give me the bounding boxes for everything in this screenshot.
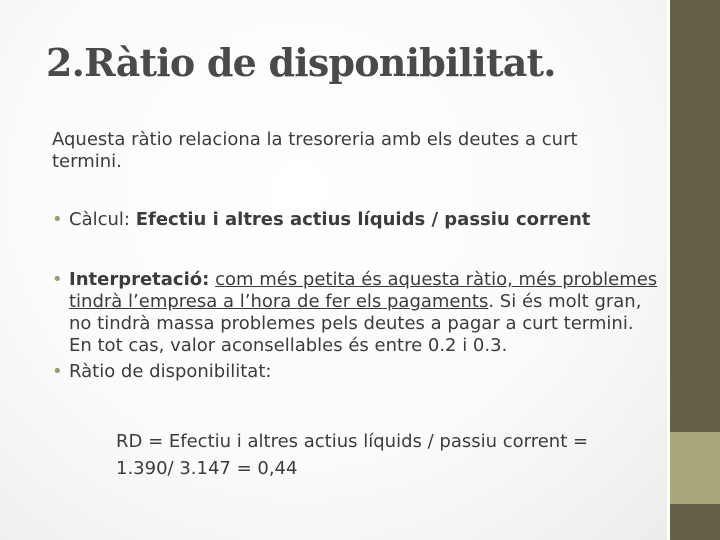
bullet-calc	[52, 209, 659, 231]
bullet-marker: •	[52, 209, 63, 230]
calc-label: Càlcul:	[69, 209, 136, 230]
formula-line-1: RD = Efectiu i altres actius líquids / passiu corrent =	[116, 431, 589, 452]
interpretation-underlined: com més petita és aquesta ràtio, més problemes tindrà l’empresa a l’hora de fer els pagaments	[69, 269, 658, 312]
bullet-marker: •	[52, 361, 63, 382]
ratio-label: Ràtio de disponibilitat:	[69, 361, 272, 382]
calc-formula: Efectiu i altres actius líquids / passiu corrent	[135, 209, 591, 230]
bullet-interpretation	[52, 269, 659, 357]
interpretation-rest: . Si és molt gran, no tindrà massa problemes pels deutes a pagar a curt termini. En tot cas, valor aconsellables és entre 0.2 i 0.3.	[69, 291, 642, 356]
slide-title: 2.Ràtio de disponibilitat.	[46, 40, 556, 85]
intro-paragraph: Aquesta ràtio relaciona la tresoreria amb els deutes a curt termini.	[52, 129, 578, 172]
bullet-ratio	[52, 361, 659, 383]
bullet-marker: •	[52, 269, 63, 290]
sidebar-accent-block	[670, 432, 720, 504]
formula-line-2: 1.390/ 3.147 = 0,44	[116, 458, 298, 479]
interpretation-label: Interpretació:	[69, 269, 210, 290]
formula-block	[116, 428, 636, 482]
